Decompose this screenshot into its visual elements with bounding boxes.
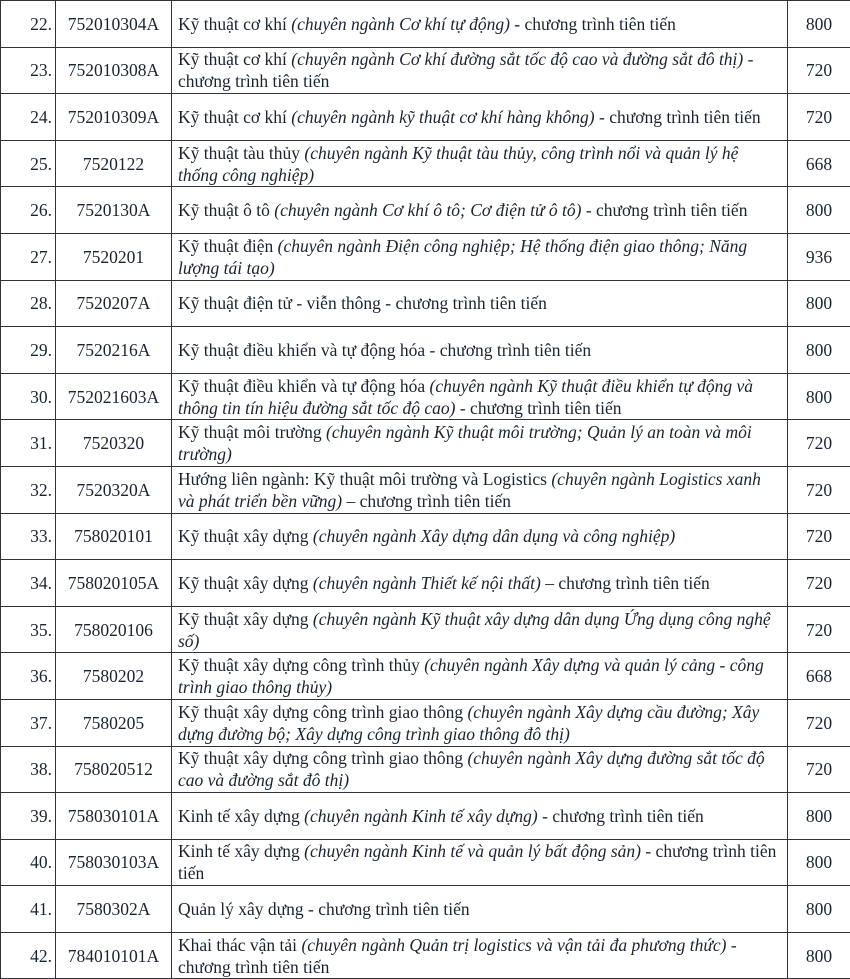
program-title: Kỹ thuật xây dựng: [178, 573, 313, 593]
program-title: Kỹ thuật cơ khí: [178, 49, 291, 69]
program-name: [172, 932, 788, 979]
program-specialization: (chuyên ngành Kỹ thuật tàu thủy, công trình nổi và quản lý hệ thống công nghiệp): [178, 143, 738, 185]
program-suffix: - chương trình tiên tiến: [595, 107, 761, 127]
table-body: [1, 1, 850, 979]
row-number: 29.: [1, 327, 56, 374]
score-value: 936: [788, 233, 850, 280]
program-code: 7520216A: [56, 327, 172, 374]
table-row: [1, 327, 850, 374]
row-number: 38.: [1, 746, 56, 793]
program-specialization: (chuyên ngành Kinh tế và quản lý bất động sản): [304, 841, 641, 861]
program-code: 758030103A: [56, 839, 172, 886]
row-number: 25.: [1, 140, 56, 187]
program-title: Kỹ thuật xây dựng: [178, 526, 313, 546]
program-name: [172, 1, 788, 48]
program-suffix: - chương trình tiên tiến: [178, 49, 753, 91]
table-row: [1, 47, 850, 94]
program-name: [172, 793, 788, 840]
program-specialization: (chuyên ngành Xây dựng dân dụng và công nghiệp): [313, 526, 675, 546]
program-suffix: – chương trình tiên tiến: [541, 573, 710, 593]
table-row: [1, 839, 850, 886]
table-row: [1, 373, 850, 420]
score-value: 800: [788, 839, 850, 886]
row-number: 31.: [1, 420, 56, 467]
program-name: [172, 187, 788, 234]
table-row: [1, 466, 850, 513]
program-code: 758030101A: [56, 793, 172, 840]
score-value: 720: [788, 420, 850, 467]
program-title: Kỹ thuật cơ khí: [178, 14, 291, 34]
program-suffix: - chương trình tiên tiến: [510, 14, 676, 34]
score-value: 668: [788, 140, 850, 187]
program-specialization: (chuyên ngành Xây dựng và quản lý cảng - công trình giao thông thủy): [178, 655, 764, 697]
program-title: Kỹ thuật xây dựng công trình giao thông: [178, 702, 467, 722]
row-number: 42.: [1, 932, 56, 979]
program-name: [172, 886, 788, 933]
score-value: 668: [788, 653, 850, 700]
row-number: 24.: [1, 94, 56, 141]
program-code: 7520320: [56, 420, 172, 467]
program-suffix: - chương trình tiên tiến: [178, 935, 737, 977]
row-number: 22.: [1, 1, 56, 48]
program-suffix: - chương trình tiên tiến: [455, 398, 621, 418]
program-title: Kỹ thuật xây dựng: [178, 609, 313, 629]
program-name: [172, 699, 788, 746]
table-row: [1, 699, 850, 746]
program-name: [172, 746, 788, 793]
score-value: 800: [788, 187, 850, 234]
program-specialization: (chuyên ngành Cơ khí đường sắt tốc độ cao và đường sắt đô thị): [291, 49, 743, 69]
table-row: [1, 886, 850, 933]
row-number: 30.: [1, 373, 56, 420]
program-code: 752010308A: [56, 47, 172, 94]
program-name: [172, 466, 788, 513]
program-code: 758020101: [56, 513, 172, 560]
score-value: 800: [788, 793, 850, 840]
program-title: Kỹ thuật điều khiển và tự động hóa: [178, 376, 430, 396]
program-title: Quản lý xây dựng - chương trình tiên tiến: [178, 899, 470, 919]
score-value: 720: [788, 513, 850, 560]
program-title: Kinh tế xây dựng: [178, 806, 304, 826]
program-specialization: (chuyên ngành Quản trị logistics và vận tải đa phương thức): [301, 935, 726, 955]
row-number: 35.: [1, 606, 56, 653]
program-name: [172, 839, 788, 886]
program-name: [172, 280, 788, 327]
program-code: 758020106: [56, 606, 172, 653]
row-number: 33.: [1, 513, 56, 560]
row-number: 32.: [1, 466, 56, 513]
program-code: 7580202: [56, 653, 172, 700]
row-number: 23.: [1, 47, 56, 94]
row-number: 27.: [1, 233, 56, 280]
table-row: [1, 280, 850, 327]
row-number: 40.: [1, 839, 56, 886]
program-title: Kỹ thuật cơ khí: [178, 107, 291, 127]
table-row: [1, 187, 850, 234]
score-value: 720: [788, 746, 850, 793]
score-value: 800: [788, 373, 850, 420]
row-number: 39.: [1, 793, 56, 840]
program-specialization: (chuyên ngành Kinh tế xây dựng): [304, 806, 538, 826]
program-code: 758020105A: [56, 560, 172, 607]
score-value: 720: [788, 699, 850, 746]
table-row: [1, 560, 850, 607]
program-name: [172, 420, 788, 467]
program-specialization: (chuyên ngành Thiết kế nội thất): [313, 573, 541, 593]
program-code: 7580205: [56, 699, 172, 746]
program-specialization: (chuyên ngành Xây dựng cầu đường; Xây dựng đường bộ; Xây dựng công trình giao thông đô thị): [178, 702, 759, 744]
program-title: Kỹ thuật ô tô: [178, 200, 274, 220]
program-title: Kỹ thuật xây dựng công trình thủy: [178, 655, 424, 675]
program-specialization: (chuyên ngành Logistics xanh và phát triển bền vững): [178, 469, 761, 511]
table-row: [1, 94, 850, 141]
program-code: 7520122: [56, 140, 172, 187]
program-name: [172, 327, 788, 374]
program-specialization: (chuyên ngành Xây dựng đường sắt tốc độ cao và đường sắt đô thị): [178, 748, 765, 790]
score-value: 800: [788, 1, 850, 48]
table-row: [1, 606, 850, 653]
program-code: 7580302A: [56, 886, 172, 933]
program-code: 7520130A: [56, 187, 172, 234]
program-name: [172, 513, 788, 560]
program-name: [172, 560, 788, 607]
program-title: Kinh tế xây dựng: [178, 841, 304, 861]
table-row: [1, 420, 850, 467]
program-title: Kỹ thuật điều khiển và tự động hóa - chương trình tiên tiến: [178, 340, 591, 360]
program-suffix: – chương trình tiên tiến: [342, 491, 511, 511]
program-name: [172, 47, 788, 94]
program-code: 752010304A: [56, 1, 172, 48]
program-title: Kỹ thuật điện tử - viễn thông - chương trình tiên tiến: [178, 293, 547, 313]
program-specialization: (chuyên ngành Cơ khí tự động): [291, 14, 510, 34]
score-value: 720: [788, 606, 850, 653]
table-row: [1, 1, 850, 48]
program-specialization: (chuyên ngành Cơ khí ô tô; Cơ điện tử ô tô): [274, 200, 581, 220]
program-code: 7520207A: [56, 280, 172, 327]
program-suffix: - chương trình tiên tiến: [178, 841, 776, 883]
row-number: 37.: [1, 699, 56, 746]
program-name: [172, 233, 788, 280]
table-row: [1, 793, 850, 840]
program-name: [172, 373, 788, 420]
score-value: 800: [788, 932, 850, 979]
score-value: 800: [788, 886, 850, 933]
score-value: 720: [788, 94, 850, 141]
program-title: Kỹ thuật môi trường: [178, 422, 326, 442]
score-value: 800: [788, 280, 850, 327]
table-row: [1, 513, 850, 560]
row-number: 36.: [1, 653, 56, 700]
table-row: [1, 653, 850, 700]
program-title: Kỹ thuật tàu thủy: [178, 143, 304, 163]
program-code: 7520201: [56, 233, 172, 280]
program-name: [172, 653, 788, 700]
table-row: [1, 233, 850, 280]
program-specialization: (chuyên ngành kỹ thuật cơ khí hàng không): [291, 107, 594, 127]
score-value: 720: [788, 560, 850, 607]
row-number: 41.: [1, 886, 56, 933]
program-suffix: - chương trình tiên tiến: [581, 200, 747, 220]
table-row: [1, 140, 850, 187]
row-number: 34.: [1, 560, 56, 607]
program-specialization: (chuyên ngành Kỹ thuật môi trường; Quản lý an toàn và môi trường): [178, 422, 752, 464]
table-row: [1, 746, 850, 793]
table-row: [1, 932, 850, 979]
program-code: 752010309A: [56, 94, 172, 141]
program-specialization: (chuyên ngành Kỹ thuật điều khiển tự động và thông tin tín hiệu đường sắt tốc độ cao): [178, 376, 753, 418]
program-name: [172, 140, 788, 187]
score-value: 720: [788, 466, 850, 513]
program-code: 752021603A: [56, 373, 172, 420]
program-suffix: - chương trình tiên tiến: [538, 806, 704, 826]
program-name: [172, 606, 788, 653]
row-number: 26.: [1, 187, 56, 234]
program-code: 784010101A: [56, 932, 172, 979]
program-title: Kỹ thuật xây dựng công trình giao thông: [178, 748, 467, 768]
program-title: Kỹ thuật điện: [178, 236, 278, 256]
program-code: 7520320A: [56, 466, 172, 513]
score-value: 720: [788, 47, 850, 94]
row-number: 28.: [1, 280, 56, 327]
program-title: Khai thác vận tải: [178, 935, 301, 955]
program-name: [172, 94, 788, 141]
program-code: 758020512: [56, 746, 172, 793]
score-value: 800: [788, 327, 850, 374]
program-specialization: (chuyên ngành Kỹ thuật xây dựng dân dụng Ứng dụng công nghệ số): [178, 609, 771, 651]
program-specialization: (chuyên ngành Điện công nghiệp; Hệ thống điện giao thông; Năng lượng tái tạo): [178, 236, 747, 278]
program-title: Hướng liên ngành: Kỹ thuật môi trường và Logistics: [178, 469, 551, 489]
